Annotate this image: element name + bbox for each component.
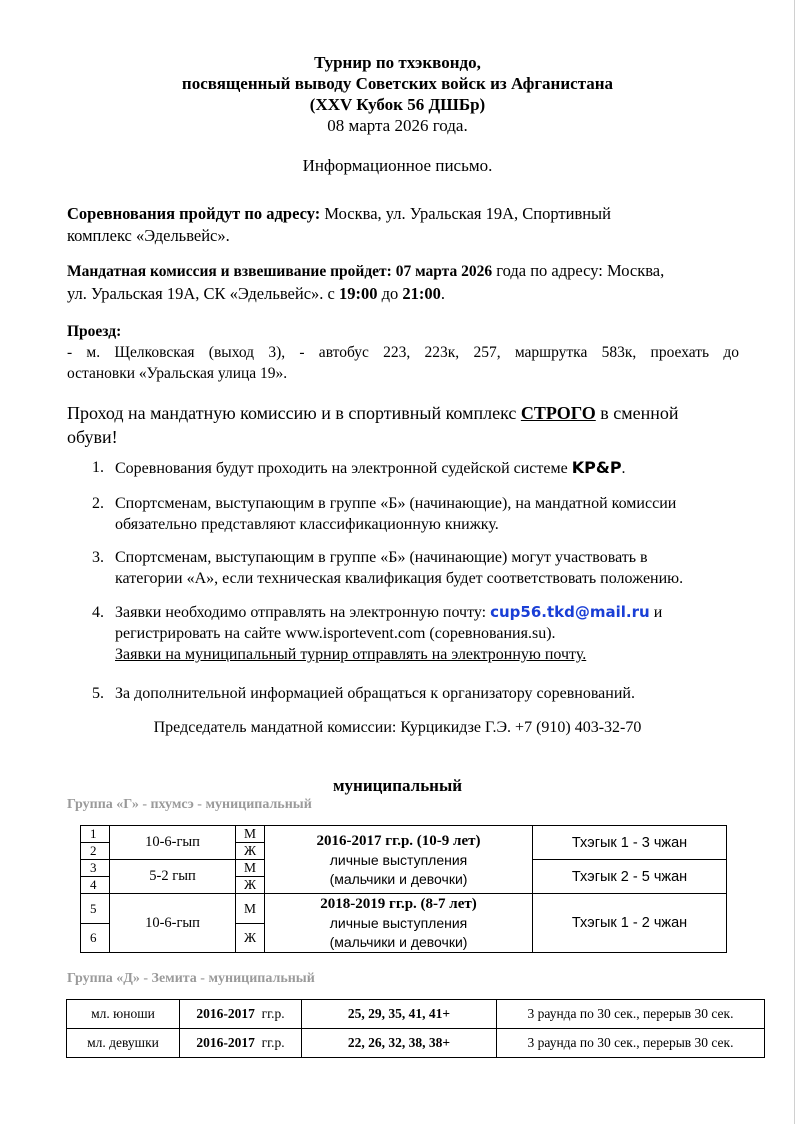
mandate-to: 21:00 [402,284,441,303]
travel-label: Проезд: [67,323,122,340]
list-text-line: Спортсменам, выступающим в группе «Б» (начинающие) могут участвовать в [115,549,648,566]
list-number: 1. [92,459,104,476]
list-number: 4. [92,604,104,621]
sex-cell: Ж [236,877,265,894]
gyp-cell: 10-6-гып [110,826,236,860]
weights-cell: 22, 26, 32, 38, 38+ [302,1029,497,1058]
year-cell [180,1000,302,1029]
list-text-line: обязательно представляют классификационную книжку. [115,516,499,533]
title-line-1: Турнир по тхэквондо, [314,53,481,72]
weights-cell: 25, 29, 35, 41, 41+ [302,1000,497,1029]
rounds-cell: 3 раунда по 30 сек., перерыв 30 сек. [497,1029,765,1058]
sex-cell: Ж [236,843,265,860]
kpp-brand: KP&P [571,458,622,477]
row-index: 1 [81,826,110,843]
row-index: 4 [81,877,110,894]
list-text-line: Спортсменам, выступающим в группе «Б» (начинающие), на мандатной комиссии [115,495,677,512]
list-number: 5. [92,685,104,702]
mandate-mid: до [377,284,403,303]
year-cell [180,1029,302,1058]
taegeuk-cell: Тхэгык 1 - 2 чжан [533,894,727,953]
mandate-date: 07 марта 2026 [391,263,493,280]
row-index: 3 [81,860,110,877]
mandate-text-2: ул. Уральская 19А, СК «Эдельвейс». с [67,284,339,303]
email-link[interactable]: cup56.tkd@mail.ru [490,603,650,621]
year-suffix: гг.р. [254,1006,285,1021]
age-cell [265,826,533,894]
group-d-heading: Группа «Д» - Земита - муниципальный [67,971,315,986]
address-paragraph [67,203,739,247]
age-cell [265,894,533,953]
travel-line-1: - м. Щелковская (выход 3), - автобус 223, 223к, 257, маршрутка 583к, проехать до [67,344,739,361]
title-block [0,52,795,136]
category-cell: мл. юноши [67,1000,180,1029]
notice-part-2: в сменной [595,403,679,423]
group-d-table [66,999,765,1058]
list-item [92,683,742,704]
list-text-underlined: Заявки на муниципальный турнир отправлять на электронную почту. [115,646,587,663]
list-item [92,493,742,535]
group-g-heading: Группа «Г» - пхумсэ - муниципальный [67,797,312,812]
taegeuk-cell: Тхэгык 2 - 5 чжан [533,860,727,894]
mandate-end: . [440,284,446,303]
list-number: 2. [92,495,104,512]
age-line-2: личные выступления [329,915,468,931]
year-value: 2016-2017 [196,1006,255,1021]
title-line-3: (XXV Кубок 56 ДШБр) [309,95,486,114]
taegeuk-cell: Тхэгык 1 - 3 чжан [533,826,727,860]
age-years: 2018-2019 гг.р. (8-7 лет) [320,896,477,912]
age-line-3: (мальчики и девочки) [329,934,468,950]
notice-line-2: обуви! [67,427,118,447]
age-line-3: (мальчики и девочки) [329,870,468,887]
mandate-label: Мандатная комиссия и взвешивание пройдет: [67,263,392,280]
mandate-paragraph [67,260,739,305]
mandate-from: 19:00 [338,284,378,303]
address-text-2: комплекс «Эдельвейс». [67,226,230,245]
list-text: За дополнительной информацией обращаться к организатору соревнований. [115,685,635,702]
list-number: 3. [92,549,104,566]
row-index: 5 [81,894,110,924]
sex-cell: Ж [236,924,265,953]
list-item [92,457,742,479]
address-label: Соревнования пройдут по адресу: [67,204,321,223]
title-date: 08 марта 2026 года. [327,116,468,135]
list-text-line: категории «А», если техническая квалификация будет соответствовать положению. [115,570,684,587]
age-line-2: личные выступления [329,851,468,868]
table-row [67,1000,765,1029]
gyp-cell: 10-6-гып [110,894,236,953]
notice-part-1: Проход на мандатную комиссию и в спортивный комплекс [67,403,521,423]
chair-contact: Председатель мандатной комиссии: Курцикидзе Г.Э. +7 (910) 403-32-70 [153,719,642,736]
municipal-heading: муниципальный [332,776,463,795]
sex-cell: М [236,894,265,924]
list-item [92,602,742,665]
age-years: 2016-2017 гг.р. (10-9 лет) [316,832,481,849]
travel-paragraph [67,321,739,384]
shoes-notice [67,401,747,449]
list-text-end: и [649,604,663,621]
info-letter-heading: Информационное письмо. [302,156,493,175]
address-text-1: Москва, ул. Уральская 19А, Спортивный [320,204,611,223]
table-row [81,894,727,924]
sex-cell: М [236,826,265,843]
list-item [92,547,742,589]
sex-cell: М [236,860,265,877]
category-cell: мл. девушки [67,1029,180,1058]
row-index: 2 [81,843,110,860]
table-row [67,1029,765,1058]
table-row [81,826,727,843]
row-index: 6 [81,924,110,953]
rounds-cell: 3 раунда по 30 сек., перерыв 30 сек. [497,1000,765,1029]
list-text-end: . [621,460,626,477]
title-line-2: посвященный выводу Советских войск из Афганистана [181,74,614,93]
travel-line-2: остановки «Уральская улица 19». [67,365,288,382]
notice-strict: СТРОГО [520,403,596,423]
year-suffix: гг.р. [254,1035,285,1050]
gyp-cell: 5-2 гып [110,860,236,894]
year-value: 2016-2017 [196,1035,255,1050]
group-g-table [80,825,727,953]
mandate-text-1: года по адресу: Москва, [492,261,665,280]
list-text-line: регистрировать на сайте www.isportevent.com (соревнования.su). [115,625,556,642]
list-text: Соревнования будут проходить на электронной судейской системе [115,460,572,477]
list-text-line: Заявки необходимо отправлять на электронную почту: [115,604,491,621]
